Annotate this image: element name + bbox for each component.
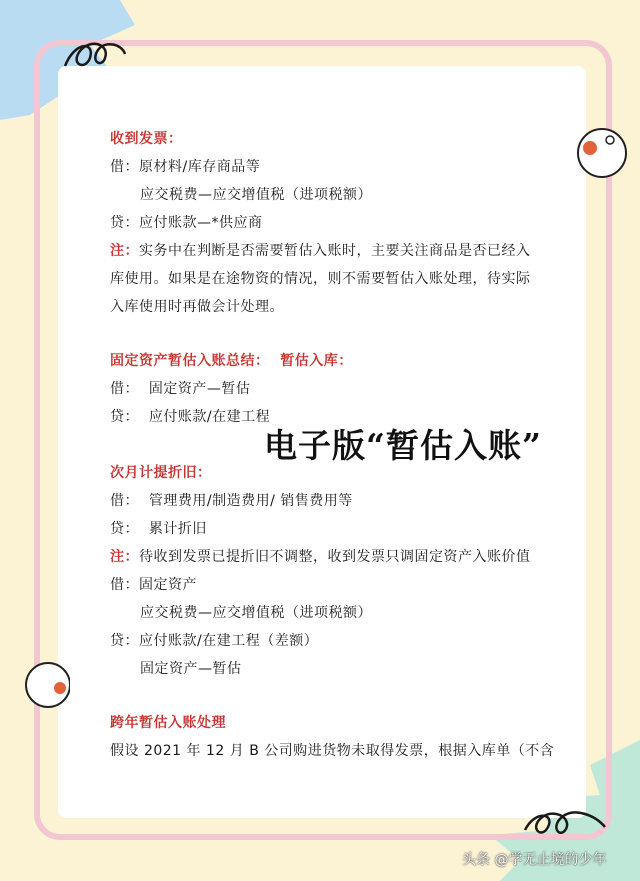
- entry-text: 固定资产: [139, 577, 197, 593]
- debit-label: 借：: [110, 493, 139, 509]
- entry-line: [110, 212, 263, 232]
- entry-line: [110, 406, 270, 426]
- entry-line: 应交税费—应交增值税（进项税额）: [140, 605, 372, 621]
- entry-text: 管理费用/制造费用/ 销售费用等: [148, 493, 353, 509]
- note-line: [110, 240, 531, 260]
- note-line: 库使用。如果是在途物资的情况，则不需要暂估入账处理，待实际: [110, 271, 531, 287]
- note-line: [110, 546, 531, 566]
- credit-label: 贷：: [110, 409, 139, 425]
- swirl-doodle-bottom-icon: [520, 805, 610, 845]
- flower-left-icon: [20, 650, 70, 720]
- entry-line: [110, 518, 207, 538]
- watermark: 头条 @学无止境的少年: [462, 852, 607, 868]
- entry-text: 应付账款/在建工程: [148, 409, 271, 425]
- credit-label: 贷：: [110, 633, 139, 649]
- note-text: 待收到发票已提折旧不调整，收到发票只调固定资产入账价值: [139, 549, 531, 565]
- entry-text: 应付账款/在建工程（差额）: [139, 633, 319, 649]
- entry-line: [110, 630, 318, 650]
- flower-right-icon: [572, 118, 632, 188]
- overlay-title: 电子版“暂估入账”: [264, 426, 542, 465]
- entry-line: [110, 156, 260, 176]
- section-heading-depreciation: 次月计提折旧：: [110, 465, 212, 481]
- credit-label: 贷：: [110, 521, 139, 537]
- body-text: 假设 2021 年 12 月 B 公司购进货物未取得发票，根据入库单（不含: [110, 743, 555, 759]
- swirl-doodle-icon: [60, 36, 130, 76]
- entry-line: [110, 490, 353, 510]
- debit-label: 借：: [110, 577, 139, 593]
- note-line: 入库使用时再做会计处理。: [110, 299, 284, 315]
- note-label: 注：: [110, 549, 139, 565]
- entry-text: 原材料/库存商品等: [139, 159, 261, 175]
- credit-label: 贷：: [110, 215, 139, 231]
- entry-text: 应付账款—*供应商: [139, 215, 263, 231]
- section-heading-cross-year: 跨年暂估入账处理: [110, 715, 226, 731]
- debit-label: 借：: [110, 381, 139, 397]
- section-heading-receive-invoice: 收到发票：: [110, 131, 183, 147]
- entry-line: 固定资产—暂估: [140, 661, 242, 677]
- entry-text: 固定资产—暂估: [148, 381, 251, 397]
- debit-label: 借：: [110, 159, 139, 175]
- entry-line: 应交税费—应交增值税（进项税额）: [140, 187, 372, 203]
- entry-text: 累计折旧: [148, 521, 207, 537]
- note-label: 注：: [110, 243, 139, 259]
- section-heading-fixed-asset: 固定资产暂估入账总结： 暂估入库：: [110, 353, 353, 369]
- entry-line: [110, 378, 250, 398]
- note-text: 实务中在判断是否需要暂估入账时，主要关注商品是否已经入: [139, 243, 531, 259]
- entry-line: [110, 574, 197, 594]
